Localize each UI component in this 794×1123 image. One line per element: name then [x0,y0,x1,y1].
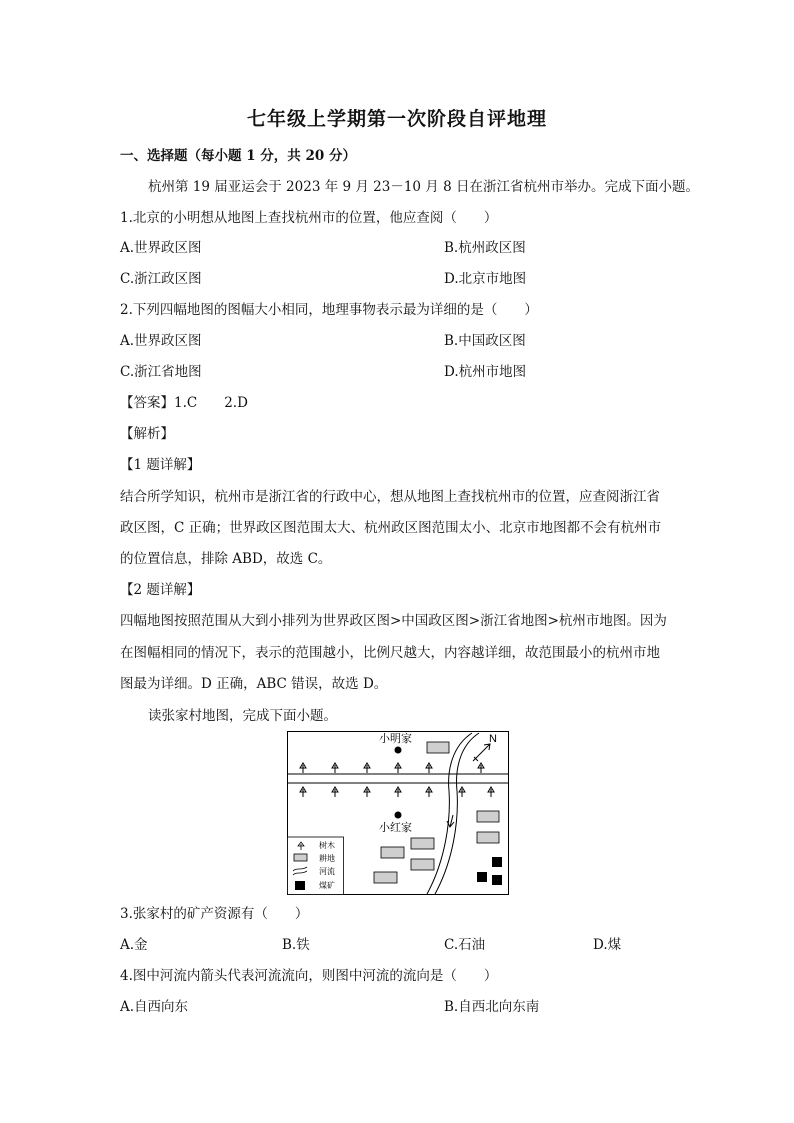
q3-option-c: C.石油 [444,937,486,953]
intro-text-2: 读张家村地图，完成下面小题。 [148,708,337,724]
q2-option-c: C.浙江省地图 [120,364,202,380]
detail-2-line: 四幅地图按照范围从大到小排列为世界政区图>中国政区图>浙江省地图>杭州市地图。因为 [120,613,667,629]
q3-option-a: A.金 [120,937,148,953]
question-3-stem: 3.张家村的矿产资源有（ ） [120,906,309,922]
xiaohong-home-marker [395,812,402,819]
answer-line: 【答案】1.C 2.D [120,395,248,411]
page-title: 七年级上学期第一次阶段自评地理 [246,108,547,130]
legend-label: 河流 [319,867,335,876]
question-4-stem: 4.图中河流内箭头代表河流流向，则图中河流的流向是（ ） [120,968,498,984]
village-map [287,731,509,895]
detail-1-line: 的位置信息，排除 ABD，故选 C。 [120,551,332,567]
legend-label: 树木 [319,841,335,850]
coal-mine-icon [295,881,305,890]
section-heading: 一、选择题（每小题 1 分，共 20 分） [120,148,356,164]
legend-label: 煤矿 [319,881,335,890]
xiaohong-home-label: 小红家 [379,821,412,834]
legend-label: 耕地 [319,854,335,863]
detail-2-heading: 【2 题详解】 [120,582,201,598]
detail-1-heading: 【1 题详解】 [120,457,201,473]
q2-option-a: A.世界政区图 [120,333,202,349]
detail-1-line: 结合所学知识，杭州市是浙江省的行政中心，想从地图上查找杭州市的位置，应查阅浙江省 [120,489,660,505]
question-2-stem: 2.下列四幅地图的图幅大小相同，地理事物表示最为详细的是（ ） [120,302,538,318]
xiaoming-home-label: 小明家 [379,732,412,745]
detail-1-line: 政区图，C 正确；世界政区图范围太大、杭州政区图范围太小、北京市地图都不会有杭州市 [120,520,662,536]
q3-option-b: B.铁 [282,937,310,953]
q4-option-b: B.自西北向东南 [444,999,540,1015]
q1-option-b: B.杭州政区图 [444,240,526,256]
q4-option-a: A.自西向东 [120,999,189,1015]
farmland-icon [294,854,307,861]
detail-2-line: 在图幅相同的情况下，表示的范围越小，比例尺越大，内容越详细，故范围最小的杭州市地 [120,645,660,661]
detail-2-line: 图最为详细。D 正确，ABC 错误，故选 D。 [120,676,388,692]
q1-option-a: A.世界政区图 [120,240,202,256]
question-1-stem: 1.北京的小明想从地图上查找杭州市的位置，他应查阅（ ） [120,210,498,226]
xiaoming-home-marker [395,747,402,754]
north-label: N [489,733,497,745]
q2-option-d: D.杭州市地图 [444,364,527,380]
intro-text-1: 杭州第 19 届亚运会于 2023 年 9 月 23－10 月 8 日在浙江省杭州市举办。完成下面小题。 [148,179,699,195]
q1-option-c: C.浙江政区图 [120,271,202,287]
q3-option-d: D.煤 [593,937,622,953]
q2-option-b: B.中国政区图 [444,333,526,349]
q1-option-d: D.北京市地图 [444,271,527,287]
analysis-heading: 【解析】 [120,426,174,442]
